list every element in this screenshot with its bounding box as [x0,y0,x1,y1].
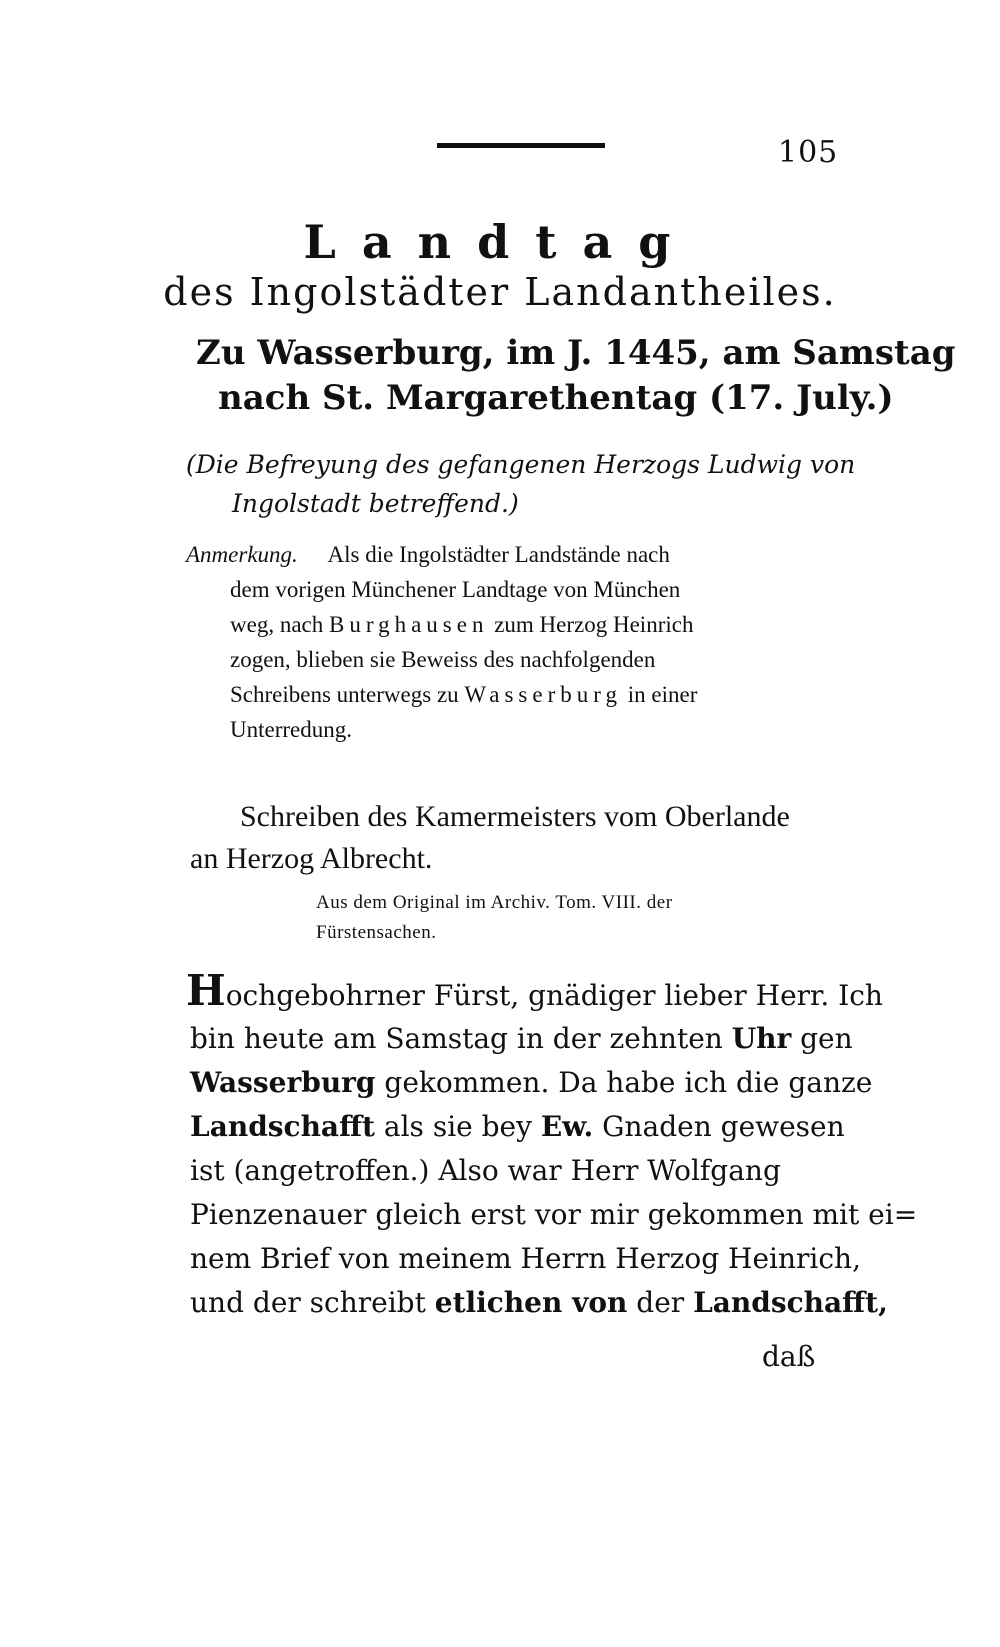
letter-emphasis: Landschafft [190,1110,375,1143]
letter-line-6: Pienzenauer gleich erst vor mir gekommen mit ei= [190,1198,918,1231]
note-line-5 [230,682,697,708]
note-place-burghausen: Burghausen [329,612,489,637]
letter-text: der [627,1286,694,1319]
topic-line-1: (Die Befreyung des gefangenen Herzogs Ludwig von [186,450,856,479]
note-line-1 [186,542,670,568]
drop-cap: H [186,966,226,1015]
letter-text: bin heute am Samstag in der zehnten [190,1022,732,1055]
letter-line-5: ist (angetroffen.) Also war Herr Wolfgang [190,1154,781,1187]
letter-heading-line-2: an Herzog Albrecht. [190,842,433,875]
page-subtitle: des Ingolstädter Landantheiles. [163,270,837,314]
note-label: Anmerkung. [186,542,298,567]
source-line-2: Fürstensachen. [316,922,437,943]
letter-text: Gnaden gewesen [593,1110,845,1143]
note-place-wasserburg: Wasserburg [464,682,622,707]
letter-line-8 [190,1286,888,1319]
letter-line-7: nem Brief von meinem Herrn Herzog Heinrich, [190,1242,861,1275]
header-rule [437,143,605,148]
letter-emphasis: Wasserburg [190,1066,376,1099]
note-text: Als die Ingolstädter Landstände nach [327,542,670,567]
note-line-6: Unterredung. [230,717,352,742]
note-text: weg, nach [230,612,329,637]
letter-text: gekommen. Da habe ich die ganze [375,1066,873,1099]
letter-line-1 [186,966,883,1015]
place-date-line-1: Zu Wasserburg, im J. 1445, am Samstag [196,333,956,373]
letter-line-4 [190,1110,845,1143]
topic-line-2: Ingolstadt betreffend.) [232,489,519,518]
letter-heading-line-1: Schreiben des Kamermeisters vom Oberlande [240,800,790,833]
note-text: in einer [622,682,698,707]
source-line-1: Aus dem Original im Archiv. Tom. VIII. der [316,892,673,913]
letter-emphasis: Ew. [540,1110,594,1143]
letter-text: gen [791,1022,853,1055]
note-line-2: dem vorigen Münchener Landtage von München [230,577,681,602]
letter-line-3 [190,1066,872,1099]
page-title: Landtag [303,215,697,269]
note-text: zum Herzog Heinrich [488,612,694,637]
letter-text: und der schreibt [190,1286,435,1319]
letter-emphasis: etlichen von [434,1286,628,1319]
catchword: daß [762,1340,816,1373]
page-number: 105 [778,135,839,170]
letter-line-2 [190,1022,853,1055]
letter-text: als sie bey [375,1110,541,1143]
note-line-4: zogen, blieben sie Beweiss des nachfolgenden [230,647,656,672]
letter-text: ochgebohrner Fürst, gnädiger lieber Herr. Ich [225,979,883,1012]
note-line-3 [230,612,693,638]
letter-emphasis: Uhr [731,1022,792,1055]
letter-emphasis: Landschafft, [693,1286,888,1319]
place-date-line-2: nach St. Margarethentag (17. July.) [218,378,894,418]
note-text: Schreibens unterwegs zu [230,682,465,707]
